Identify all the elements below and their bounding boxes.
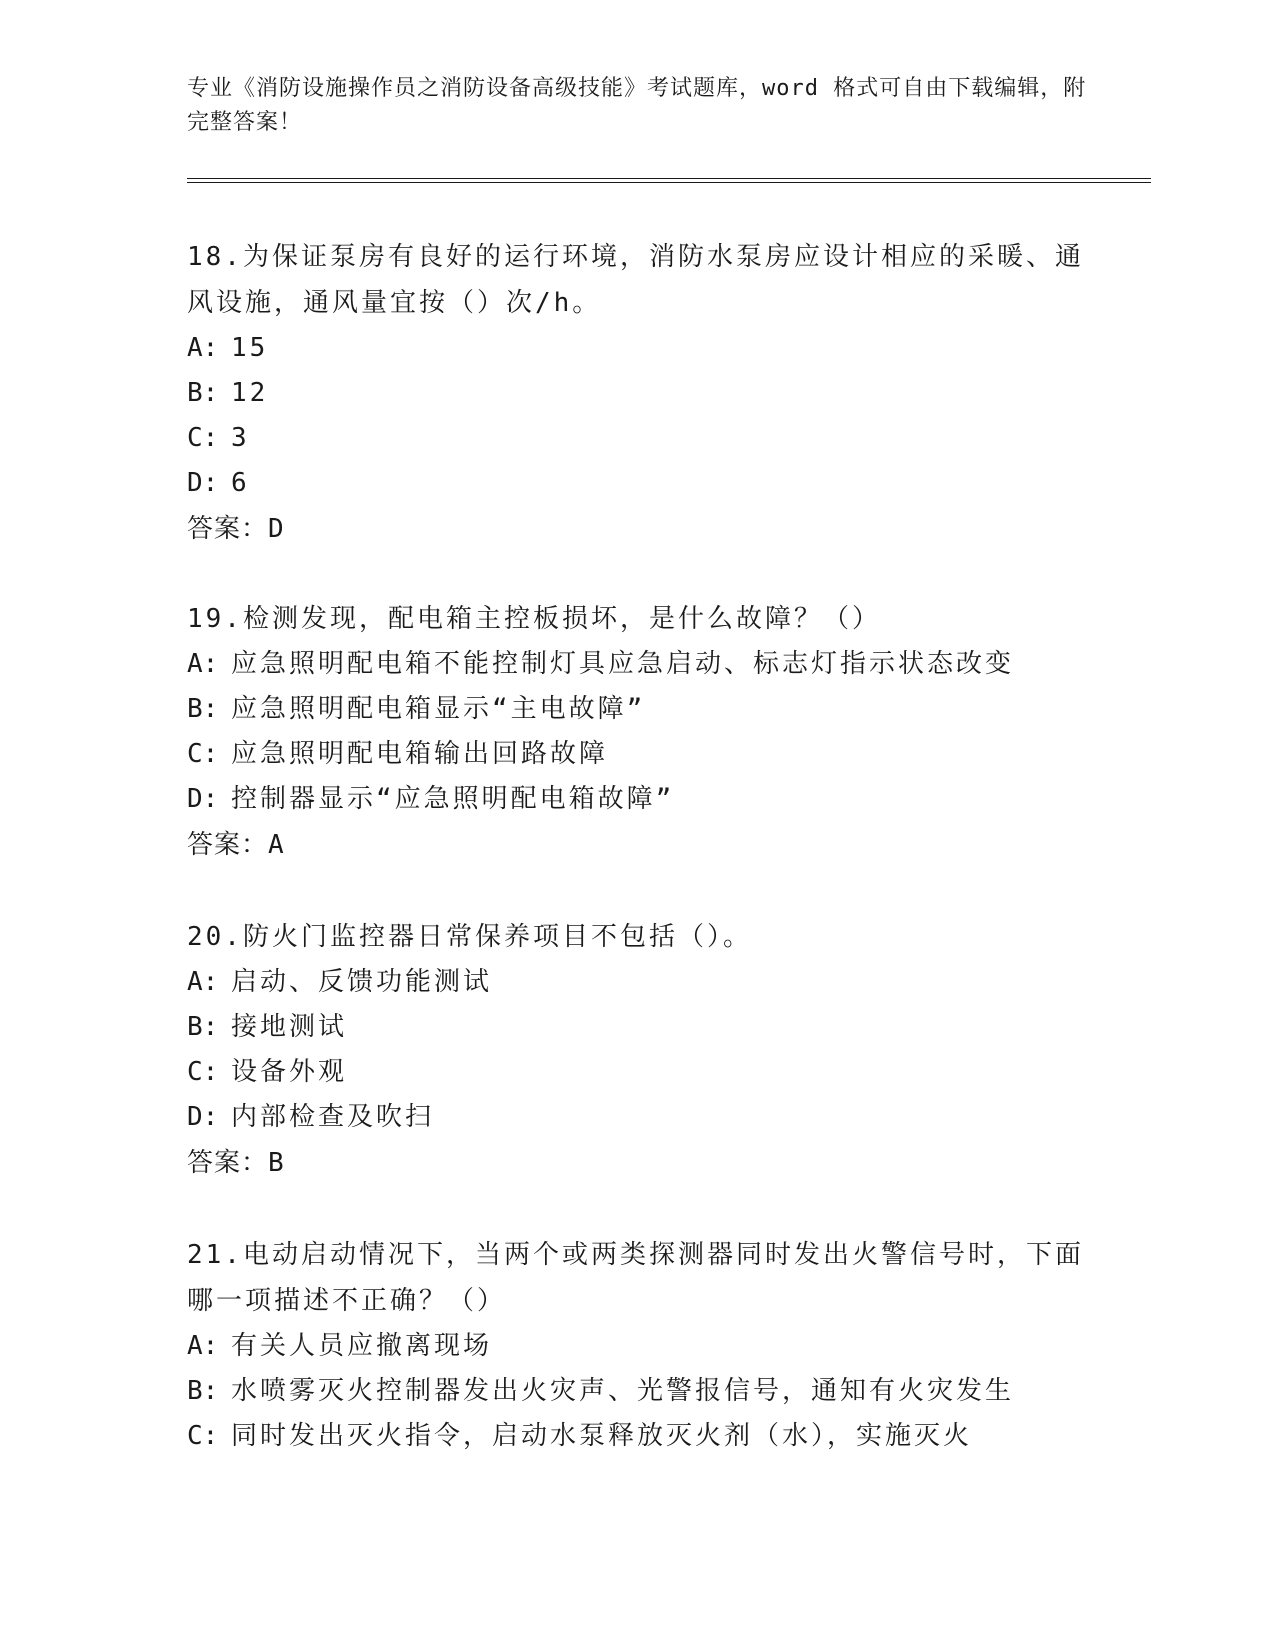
option-text: 有关人员应撤离现场	[231, 1331, 493, 1361]
option-text: 水喷雾灭火控制器发出火灾声、光警报信号，通知有火灾发生	[231, 1376, 1015, 1406]
question-stem: 18.为保证泵房有良好的运行环境，消防水泵房应设计相应的采暖、通风设施，通风量宜按（）次/h。	[187, 242, 1084, 318]
option-c	[187, 1050, 1087, 1095]
option-key: C:	[187, 1421, 219, 1451]
option-a	[187, 960, 1087, 1005]
option-c	[187, 416, 1087, 461]
option-d	[187, 1095, 1087, 1140]
option-key: C:	[187, 1057, 219, 1087]
header-divider	[187, 178, 1151, 183]
option-key: A:	[187, 967, 219, 997]
option-text: 6	[231, 468, 250, 498]
option-key: C:	[187, 739, 219, 769]
option-key: A:	[187, 649, 219, 679]
option-text: 启动、反馈功能测试	[231, 967, 493, 997]
option-key: B:	[187, 694, 219, 724]
answer-line: 答案：A	[187, 830, 285, 860]
option-b	[187, 371, 1087, 416]
question-20	[187, 914, 1087, 1186]
option-text: 控制器显示“应急照明配电箱故障”	[231, 784, 675, 814]
option-key: D:	[187, 468, 219, 498]
option-key: D:	[187, 784, 219, 814]
option-c	[187, 1414, 1087, 1459]
question-stem: 21.电动启动情况下，当两个或两类探测器同时发出火警信号时，下面哪一项描述不正确？（）	[187, 1240, 1084, 1316]
question-stem: 19.检测发现，配电箱主控板损坏，是什么故障？（）	[187, 604, 881, 634]
question-stem: 20.防火门监控器日常保养项目不包括（）。	[187, 922, 752, 952]
option-text: 3	[231, 423, 250, 453]
option-key: B:	[187, 378, 219, 408]
option-text: 应急照明配电箱显示“主电故障”	[231, 694, 646, 724]
option-b	[187, 1005, 1087, 1050]
option-key: A:	[187, 333, 219, 363]
option-text: 设备外观	[231, 1057, 348, 1087]
option-text: 15	[231, 333, 269, 363]
answer-line: 答案：D	[187, 514, 285, 544]
option-a	[187, 326, 1087, 371]
option-text: 同时发出灭火指令，启动水泵释放灭火剂（水），实施灭火	[231, 1421, 973, 1451]
option-key: B:	[187, 1012, 219, 1042]
option-text: 接地测试	[231, 1012, 348, 1042]
option-a	[187, 1324, 1087, 1369]
option-b	[187, 1369, 1087, 1414]
option-key: A:	[187, 1331, 219, 1361]
option-b	[187, 687, 1087, 732]
option-key: B:	[187, 1376, 219, 1406]
question-21	[187, 1232, 1087, 1459]
option-a	[187, 642, 1087, 687]
answer-line: 答案：B	[187, 1148, 285, 1178]
option-text: 内部检查及吹扫	[231, 1102, 435, 1132]
option-key: D:	[187, 1102, 219, 1132]
option-key: C:	[187, 423, 219, 453]
option-d	[187, 461, 1087, 506]
page-header: 专业《消防设施操作员之消防设备高级技能》考试题库，word 格式可自由下载编辑，附完整答案！	[187, 76, 1087, 135]
option-text: 应急照明配电箱不能控制灯具应急启动、标志灯指示状态改变	[231, 649, 1015, 679]
option-text: 应急照明配电箱输出回路故障	[231, 739, 609, 769]
question-19	[187, 596, 1087, 868]
option-text: 12	[231, 378, 269, 408]
option-c	[187, 732, 1087, 777]
question-18	[187, 234, 1087, 552]
option-d	[187, 777, 1087, 822]
